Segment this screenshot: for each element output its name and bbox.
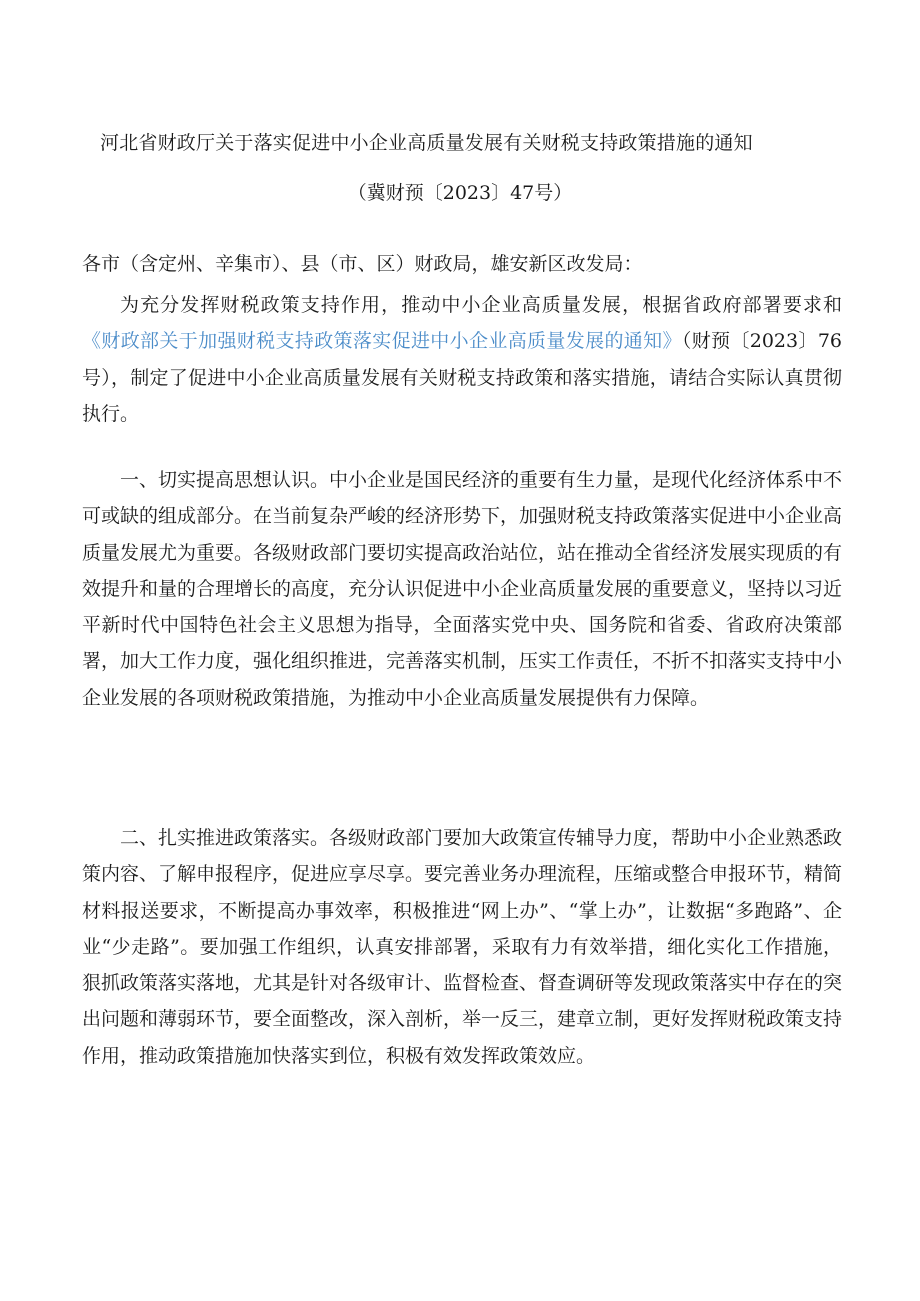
section-1-paragraph: 一、切实提高思想认识。中小企业是国民经济的重要有生力量，是现代化经济体系中不可或缺的组成部分。在当前复杂严峻的经济形势下，加强财税支持政策落实促进中小企业高质量发展尤为重要。各级财政部门要切实提高政治站位，站在推动全省经济发展实现质的有效提升和量的合理增长的高度，充分认识促进中小企业高质量发展的重要意义，坚持以习近平新时代中国特色社会主义思想为指导，全面落实党中央、国务院和省委、省政府决策部署，加大工作力度，强化组织推进，完善落实机制，压实工作责任，不折不扣落实支持中小企业发展的各项财税政策措施，为推动中小企业高质量发展提供有力保障。 <box>82 469 843 709</box>
section-2-paragraph: 二、扎实推进政策落实。各级财政部门要加大政策宣传辅导力度，帮助中小企业熟悉政策内容、了解申报程序，促进应享尽享。要完善业务办理流程，压缩或整合申报环节，精简材料报送要求，不断提高办事效率，积极推进“网上办”、“掌上办”，让数据“多跑路”、企业“少走路”。要加强工作组织，认真安排部署，采取有力有效举措，细化实化工作措施，狠抓政策落实落地，尤其是针对各级审计、监督检查、督查调研等发现政策落实中存在的突出问题和薄弱环节，要全面整改，深入剖析，举一反三，建章立制，更好发挥财税政策支持作用，推动政策措施加快落实到位，积极有效发挥政策效应。 <box>82 827 843 1067</box>
document-number: （冀财预〔2023〕47号） <box>347 182 573 204</box>
document-title: 河北省财政厅关于落实促进中小企业高质量发展有关财税支持政策措施的通知 <box>100 132 753 154</box>
intro-text-after-link: （财预〔2023〕76号），制定了促进中小企业高质量发展有关财税支持政策和落实措施，请结合实际认真贯彻执行。 <box>82 330 842 425</box>
intro-text-before-link: 为充分发挥财税政策支持作用，推动中小企业高质量发展，根据省政府部署要求和 <box>120 294 842 316</box>
intro-paragraph <box>82 287 842 432</box>
referenced-notice-link[interactable]: 《财政部关于加强财税支持政策落实促进中小企业高质量发展的通知》 <box>82 330 682 353</box>
salutation: 各市（含定州、辛集市）、县（市、区）财政局，雄安新区改发局： <box>82 253 643 275</box>
